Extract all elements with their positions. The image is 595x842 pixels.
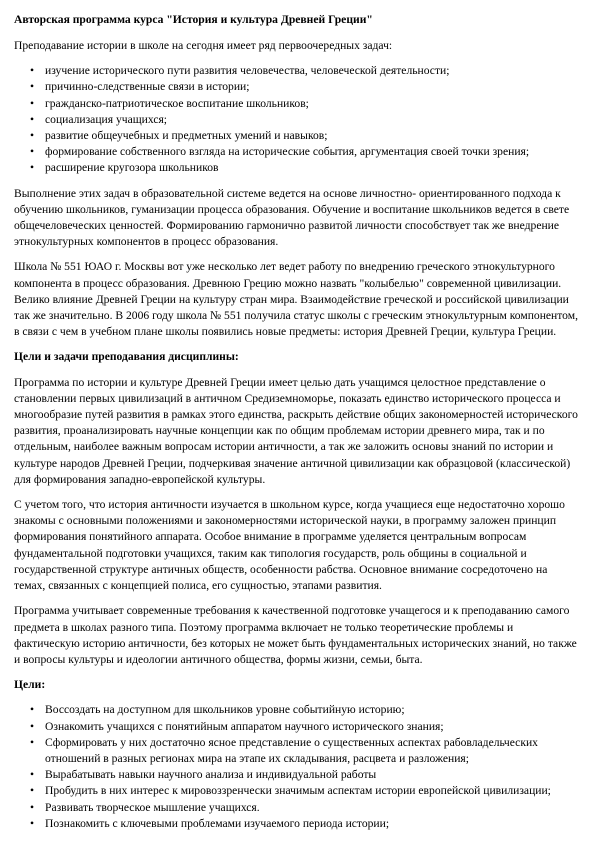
list-item: • Сформировать у них достаточно ясное представление о существенных аспектах рабовладельческих отношений в разных регионах мира на этапе их складывания, расцвета и разложения;: [36, 735, 581, 767]
aims-list: [14, 702, 581, 832]
list-item: • Воссоздать на доступном для школьников уровне событийную историю;: [36, 702, 581, 718]
intro-text: Преподавание истории в школе на сегодня имеет ряд первоочередных задач:: [14, 39, 393, 52]
document-title: Авторская программа курса "История и культура Древней Греции": [14, 13, 373, 26]
goals-heading: Цели и задачи преподавания дисциплины:: [14, 350, 239, 364]
list-item: • формирование собственного взгляда на исторические события, аргументация своей точки зрения;: [36, 144, 581, 160]
aims-heading: Цели:: [14, 678, 46, 692]
list-item: • развитие общеучебных и предметных умений и навыков;: [36, 128, 581, 144]
list-item: • Вырабатывать навыки научного анализа и индивидуальной работы: [36, 767, 581, 783]
paragraph-requirements: Программа учитывает современные требования к качественной подготовке учащегося и к преподаванию самого предмета в школах разного типа. Поэтому программа включает не только теоретические проблемы и фактическую историю античности, без которых не может быть фундаментальных исторических знаний, но также и вопросы культуры и идеологии античного общества, формы жизни, семьи, быта.: [14, 604, 577, 666]
list-item: • Ознакомить учащихся с понятийным аппаратом научного исторического знания;: [36, 719, 581, 735]
paragraph-approach: Выполнение этих задач в образовательной системе ведется на основе личностно- ориентированного подхода к обучению школьников, гуманизации процесса образования. Обучение и воспитание школьников ведется в свете общечеловеческих ценностей. Формированию гармонично развитой личности способствует так же внедрение этнокультурных компонентов в процесс образования.: [14, 186, 570, 249]
list-item: • Развивать творческое мышление учащихся.: [36, 800, 581, 816]
list-item: • гражданско-патриотическое воспитание школьников;: [36, 96, 581, 112]
list-item: • Познакомить с ключевыми проблемами изучаемого периода истории;: [36, 816, 581, 832]
list-item: • изучение исторического пути развития человечества, человеческой деятельности;: [36, 63, 581, 79]
list-item: • причинно-следственные связи в истории;: [36, 79, 581, 95]
list-item: • социализация учащихся;: [36, 112, 581, 128]
paragraph-program-goal: Программа по истории и культуре Древней Греции имеет целью дать учащимся целостное представление о становлении первых цивилизаций в античном Средиземноморье, показать единство исторического процесса и многообразие путей развития в рамках этого единства, раскрыть действие общих закономерностей исторического развития, проанализировать научные концепции как по общим проблемам истории древнего мира, так и по отдельным, наиболее важным вопросам истории античности, а так же заложить основы знаний по истории и культуре народов Древней Греции, подчеркивая значение античной цивилизации как образцовой (классической) для формирования западно-европейской культуры.: [14, 375, 578, 486]
paragraph-concepts: С учетом того, что история античности изучается в школьном курсе, когда учащиеся еще недостаточно хорошо знакомы с основными положениями и закономерностями исторической науки, в программу заложен принцип формирования понятийного аппарата. Особое внимание в программе уделяется центральным вопросам фундаментальной подготовки учащихся, таким как типология государств, роль общины в социальной и государственной структуре античных обществ, особенности рабства. Основное внимание сосредоточено на темах, связанных с концепцией полиса, его сущностью, этапами развития.: [14, 498, 565, 593]
list-item: • расширение кругозора школьников: [36, 160, 581, 176]
paragraph-school: Школа № 551 ЮАО г. Москвы вот уже несколько лет ведет работу по внедрению греческого этнокультурного компонента в процесс образования. Древнюю Грецию можно назвать "колыбелью" современной цивилизации. Велико влияние Древней Греции на культуру стран мира. Взаимодействие греческой и российской цивилизации так же значительно. В 2006 году школа № 551 получила статус школы с греческим этнокультурным компонентом, в связи с чем в учебном плане школы появились новые предметы: история Древней Греции, культура Греции.: [14, 260, 578, 339]
list-item: • Пробудить в них интерес к мировоззренчески значимым аспектам истории европейской цивилизации;: [36, 783, 581, 799]
tasks-list: [14, 63, 581, 176]
document-page: [14, 12, 581, 832]
